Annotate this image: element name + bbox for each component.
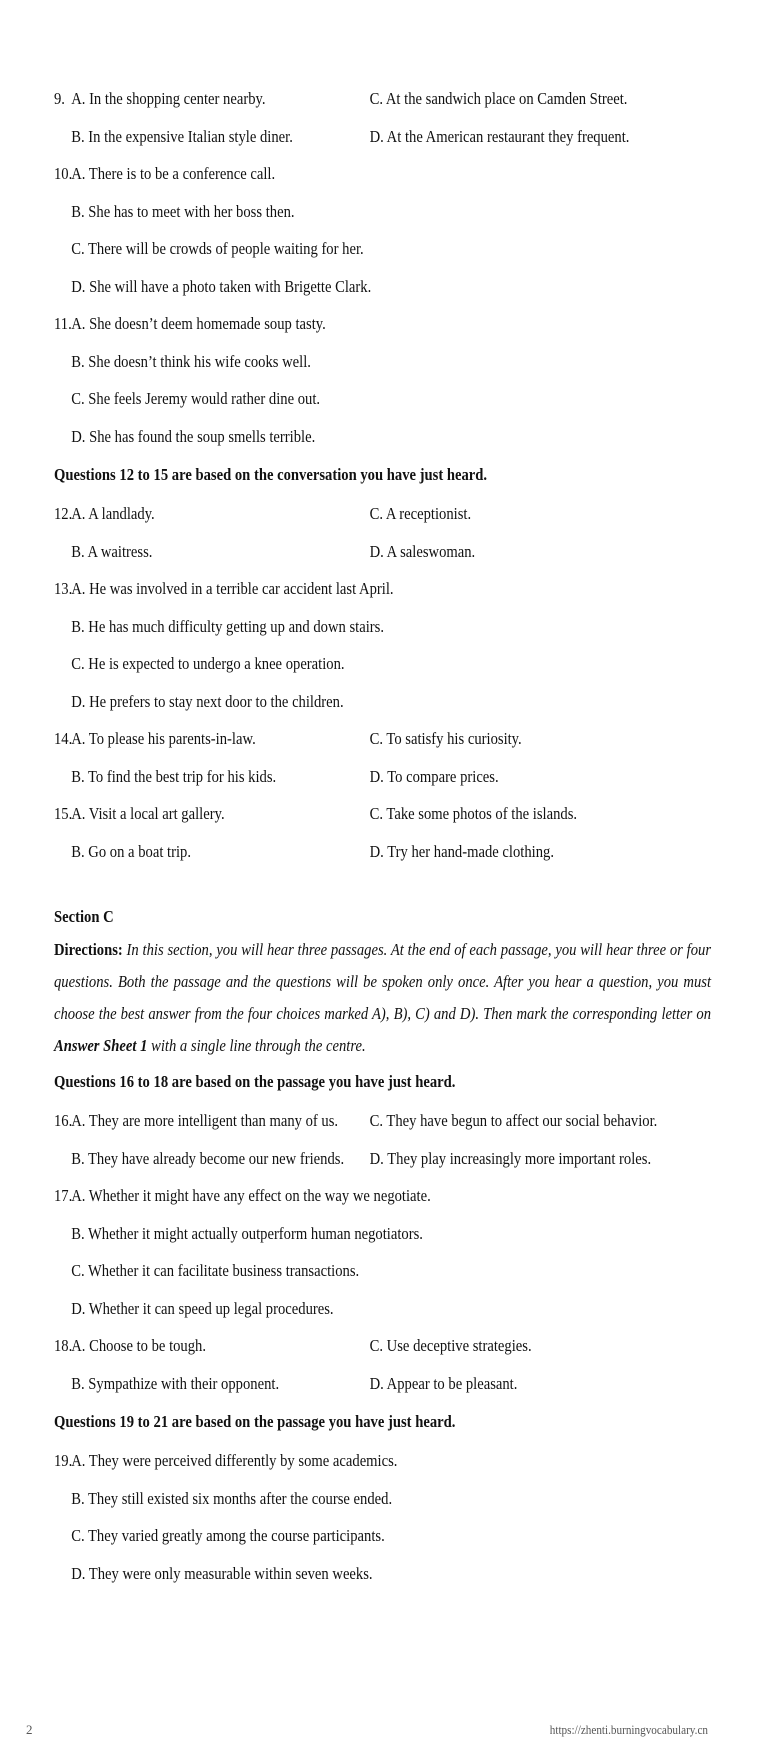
answer-option: C. Whether it can facilitate business transactions. xyxy=(71,1261,360,1280)
question-number: 15. xyxy=(54,804,73,823)
option-row xyxy=(54,1365,618,1403)
option-row xyxy=(54,495,618,533)
answer-option: D. Appear to be pleasant. xyxy=(369,1373,518,1393)
option-row xyxy=(54,1327,618,1365)
directions-end: with a single line through the centre. xyxy=(147,1036,366,1055)
option-row xyxy=(54,570,618,608)
option-row xyxy=(54,380,618,418)
question-18 xyxy=(54,1327,710,1402)
option-row xyxy=(54,833,618,871)
question-14 xyxy=(54,720,710,795)
option-row xyxy=(54,1177,618,1215)
question-number: 12. xyxy=(54,504,73,523)
option-row xyxy=(54,720,618,758)
option-row xyxy=(54,343,618,381)
answer-option: C. At the sandwich place on Camden Street. xyxy=(369,89,628,108)
answer-option: C. They varied greatly among the course participants. xyxy=(71,1526,385,1545)
answer-option: D. She has found the soup smells terrible. xyxy=(71,426,316,446)
questions-16-18-header: Questions 16 to 18 are based on the passage you have just heard. xyxy=(54,1072,456,1091)
question-number: 16. xyxy=(54,1111,73,1130)
option-row xyxy=(54,758,618,796)
answer-option: B. A waitress. xyxy=(71,541,153,561)
option-row xyxy=(54,645,618,683)
question-17 xyxy=(54,1177,710,1327)
directions-label: Directions: xyxy=(54,940,123,959)
question-15 xyxy=(54,795,710,870)
answer-option: B. They still existed six months after the course ended. xyxy=(71,1488,393,1508)
answer-option: A. To please his parents-in-law. xyxy=(71,729,256,748)
answer-option: A. She doesn’t deem homemade soup tasty. xyxy=(71,314,326,333)
question-12 xyxy=(54,495,710,570)
footer-url: https://zhenti.burningvocabulary.cn xyxy=(549,1722,708,1737)
answer-option: C. She feels Jeremy would rather dine out. xyxy=(71,389,321,408)
answer-option: D. To compare prices. xyxy=(369,766,499,786)
answer-option: C. He is expected to undergo a knee operation. xyxy=(71,654,345,673)
question-9 xyxy=(54,80,710,155)
answer-option: D. Whether it can speed up legal procedures. xyxy=(71,1298,334,1318)
question-13 xyxy=(54,570,710,720)
answer-option: D. He prefers to stay next door to the children. xyxy=(71,691,344,711)
answer-option: A. Visit a local art gallery. xyxy=(71,804,225,823)
option-row xyxy=(54,1140,652,1178)
section-c-title: Section C xyxy=(54,907,114,926)
answer-option: D. At the American restaurant they frequent. xyxy=(369,126,630,146)
answer-option: B. They have already become our new friends. xyxy=(71,1148,345,1168)
option-row xyxy=(54,795,618,833)
option-row xyxy=(54,1252,618,1290)
question-16 xyxy=(54,1102,710,1177)
answer-option: D. A saleswoman. xyxy=(369,541,476,561)
question-number: 9. xyxy=(54,89,65,108)
answer-option: A. They were perceived differently by some academics. xyxy=(71,1451,398,1470)
answer-option: B. In the expensive Italian style diner. xyxy=(71,126,293,146)
option-row xyxy=(54,533,618,571)
question-group-19 xyxy=(54,1442,710,1592)
question-group-16-18 xyxy=(54,1102,710,1402)
option-row xyxy=(54,683,618,721)
directions-text: In this section, you will hear three passages. At the end of each passage, you will hear three or four questions. Both the passage and the questions will be spoken only once. After you hear a question, you must choose the best answer from the four choices marked A), B), C) and D). Then mark the corresponding letter on xyxy=(54,940,712,1023)
answer-option: A. In the shopping center nearby. xyxy=(71,89,266,108)
option-row xyxy=(54,1442,618,1480)
answer-option: C. There will be crowds of people waiting for her. xyxy=(71,239,364,258)
option-row xyxy=(54,193,618,231)
answer-option: D. Try her hand-made clothing. xyxy=(369,841,554,861)
answer-option: A. They are more intelligent than many of us. xyxy=(71,1111,339,1130)
answer-option: B. She doesn’t think his wife cooks well. xyxy=(71,351,311,371)
answer-option: C. To satisfy his curiosity. xyxy=(369,729,522,748)
option-row xyxy=(54,1555,618,1593)
option-row xyxy=(54,1102,658,1140)
answer-option: B. Go on a boat trip. xyxy=(71,841,191,861)
questions-12-15-header: Questions 12 to 15 are based on the conversation you have just heard. xyxy=(54,465,488,484)
question-10 xyxy=(54,155,710,305)
answer-option: A. A landlady. xyxy=(71,504,155,523)
answer-option: D. She will have a photo taken with Brigette Clark. xyxy=(71,276,372,296)
question-number: 13. xyxy=(54,579,73,598)
question-number: 14. xyxy=(54,729,73,748)
exam-page xyxy=(54,80,710,1592)
option-row xyxy=(54,1517,618,1555)
questions-19-21-header: Questions 19 to 21 are based on the passage you have just heard. xyxy=(54,1412,456,1431)
answer-option: C. They have begun to affect our social behavior. xyxy=(369,1111,658,1130)
option-row xyxy=(54,1290,618,1328)
option-row xyxy=(54,1480,618,1518)
answer-option: D. They were only measurable within seven weeks. xyxy=(71,1563,373,1583)
section-c-directions xyxy=(54,934,711,1062)
answer-sheet-label: Answer Sheet 1 xyxy=(54,1036,148,1055)
question-11 xyxy=(54,305,710,455)
question-number: 17. xyxy=(54,1186,73,1205)
option-row xyxy=(54,418,618,456)
option-row xyxy=(54,80,628,118)
answer-option: B. He has much difficulty getting up and down stairs. xyxy=(71,616,384,636)
option-row xyxy=(54,155,618,193)
question-number: 10. xyxy=(54,164,73,183)
option-row xyxy=(54,268,618,306)
answer-option: A. There is to be a conference call. xyxy=(71,164,276,183)
question-number: 19. xyxy=(54,1451,73,1470)
answer-option: C. A receptionist. xyxy=(369,504,472,523)
option-row xyxy=(54,305,618,343)
option-row xyxy=(54,118,630,156)
page-number: 2 xyxy=(26,1722,33,1737)
answer-option: C. Take some photos of the islands. xyxy=(369,804,578,823)
answer-option: B. To find the best trip for his kids. xyxy=(71,766,277,786)
answer-option: B. She has to meet with her boss then. xyxy=(71,201,295,221)
answer-option: B. Sympathize with their opponent. xyxy=(71,1373,280,1393)
answer-option: A. Choose to be tough. xyxy=(71,1336,207,1355)
question-19 xyxy=(54,1442,710,1592)
option-row xyxy=(54,608,618,646)
answer-option: B. Whether it might actually outperform human negotiators. xyxy=(71,1223,423,1243)
answer-option: A. He was involved in a terrible car accident last April. xyxy=(71,579,394,598)
answer-option: C. Use deceptive strategies. xyxy=(369,1336,532,1355)
question-number: 18. xyxy=(54,1336,73,1355)
question-number: 11. xyxy=(54,314,72,333)
answer-option: D. They play increasingly more important roles. xyxy=(369,1148,652,1168)
question-group-9-11 xyxy=(54,80,710,455)
option-row xyxy=(54,1215,618,1253)
question-group-12-15 xyxy=(54,495,710,870)
option-row xyxy=(54,230,618,268)
answer-option: A. Whether it might have any effect on the way we negotiate. xyxy=(71,1186,431,1205)
